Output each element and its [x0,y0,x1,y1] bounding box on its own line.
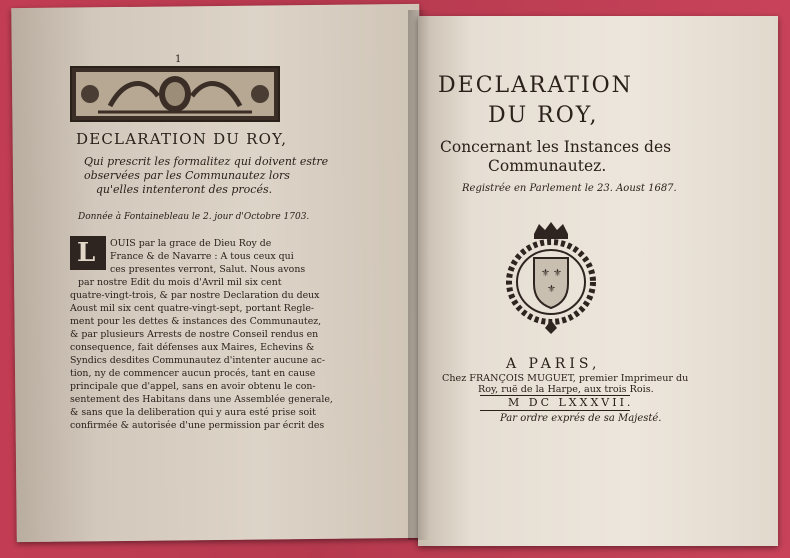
left-subtitle-line: observées par les Communautez lors [84,169,290,182]
place-of-printing: A PARIS, [506,356,601,372]
page-number: 1 [175,54,182,65]
registration-line: Registrée en Parlement le 23. Aoust 1687. [462,183,677,194]
concerning-line2: Communautez. [488,157,607,175]
body-line: & par plusieurs Arrests de nostre Conseil rendus en [70,329,319,340]
drop-cap-ornament [70,236,106,270]
privilege-line: Par ordre exprés de sa Majesté. [500,413,662,424]
left-subtitle-line: qu'elles intenteront des procés. [95,183,273,196]
drop-cap-letter: L [77,238,96,268]
ornamental-headpiece [70,66,280,122]
printer-line2: Roy, ruë de la Harpe, aux trois Rois. [478,384,654,395]
body-line: & sans que la deliberation qui y aura esté prise soit [70,407,316,418]
left-subtitle-line: Qui prescrit les formalitez qui doivent estre [84,155,329,168]
concerning-line1: Concernant les Instances des [440,138,672,156]
body-line: quatre-vingt-trois, & par nostre Declaration du deux [70,290,320,301]
body-line: consequence, fait défenses aux Maires, Echevins & [70,342,315,353]
right-title-line2: DU ROY, [488,103,599,128]
left-title: DECLARATION DU ROY, [76,130,288,148]
body-line: France & de Navarre : A tous ceux qui [110,251,294,262]
svg-text:⚜: ⚜ [541,268,550,279]
right-title-line1: DECLARATION [438,73,633,98]
body-line: Syndics desdites Communautez d'intenter aucune ac- [70,355,326,366]
svg-text:⚜: ⚜ [553,268,562,279]
left-date-line: Donnée à Fontainebleau le 2. jour d'Octobre 1703. [78,212,310,222]
royal-coat-of-arms [504,220,598,336]
rule-bottom [480,410,630,411]
body-line: sentement des Habitans dans une Assemblée generale, [70,394,333,405]
body-line: Aoust mil six cent quatre-vingt-sept, portant Regle- [70,303,315,314]
book-gutter [408,10,430,540]
body-line: confirmée & autorisée d'une permission par écrit des [70,420,325,431]
svg-text:⚜: ⚜ [547,284,556,295]
publication-year: M DC LXXXVII. [508,396,634,409]
body-line: ces presentes verront, Salut. Nous avons [110,264,306,275]
body-line: ment pour les dettes & instances des Communautez, [70,316,322,327]
printer-line1: Chez FRANÇOIS MUGUET, premier Imprimeur du [442,373,689,384]
body-line: tion, ny de commencer aucun procés, tant en cause [70,368,316,379]
body-line: par nostre Edit du mois d'Avril mil six cent [78,277,282,288]
body-line: OUIS par la grace de Dieu Roy de [110,238,272,249]
body-line: principale que d'appel, sans en avoir obtenu le con- [70,381,316,392]
